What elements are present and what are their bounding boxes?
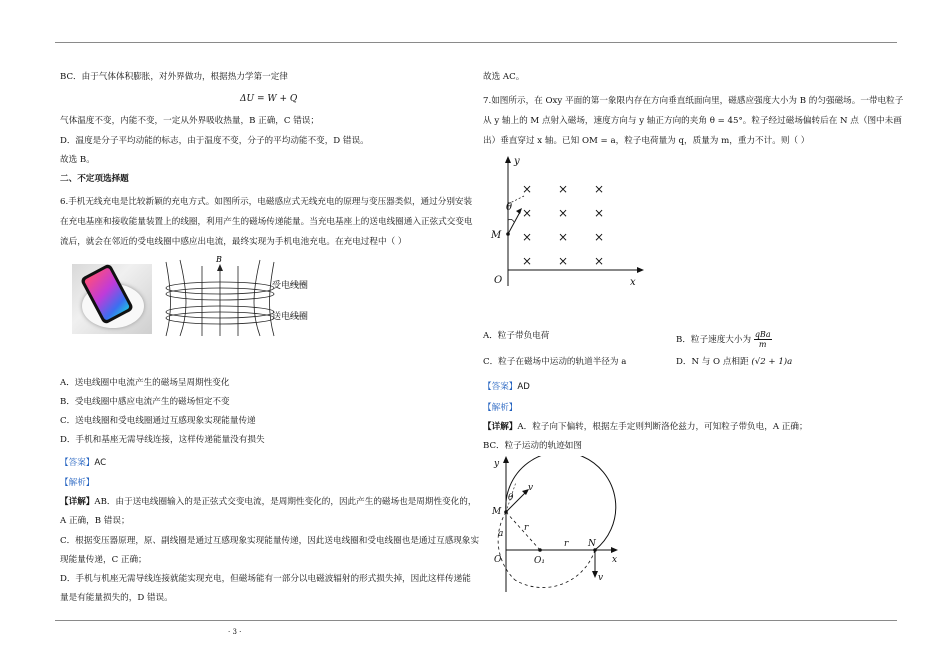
answer-value: AC [94,458,107,468]
cross-10: × [522,254,533,268]
fig2-n-label: N [588,539,596,549]
wireless-charger-photo [72,264,152,334]
bc-line: BC．由于气体体积膨胀，对外界做功，根据热力学第一定律 [60,72,288,82]
q7-detail-line [483,421,808,433]
q6-stem-line-3: 流后，就会在邻近的受电线圈中感应出电流，最终实现为手机电池充电。在充电过程中（ ） [60,237,407,247]
q7-stem-line-1: 7.如图所示，在 Oxy 平面的第一象限内存在方向垂直纸面向里，磁感应强度大小为 B 的匀强磁场。一带电粒子 [483,96,904,106]
q6-analysis-tag: 【解析】 [60,478,95,488]
choose-ac: 故选 AC。 [483,72,525,82]
fig1-theta-label: θ [506,202,513,213]
fig1-o-label: O [494,275,503,286]
cross-4: × [522,206,533,220]
q6-detail-line-1 [60,496,476,508]
cross-2: × [558,182,569,196]
page-number: · 3 · [228,628,242,636]
q6-option-c: C．送电线圈和受电线圈通过互感现象实现能量传递 [60,416,256,426]
fig2-v-label-top: v [528,483,534,493]
q6-stem-line-2: 在充电基座和接收能量装置上的线圈，利用产生的磁场传递能量。当充电基座上的送电线圈通入正弦式交变电 [60,217,473,227]
fig2-o-label: O [494,555,502,565]
detail-text: A．粒子向下偏转，根据左手定则判断洛伦兹力，可知粒子带负电，A 正确； [517,422,808,432]
detail-text: AB．由于送电线圈输入的是正弦式交变电流，是周期性变化的，因此产生的磁场也是周期性变化的， [94,497,477,507]
q7-trajectory-diagram [484,456,634,596]
cross-1: × [522,182,533,196]
cross-9: × [594,230,605,244]
cross-12: × [594,254,605,268]
choose-b: 故选 B。 [60,155,95,165]
q6-option-d: D．手机和基座无需导线连接，这样传递能量没有损失 [60,435,265,445]
q7-field-diagram [486,154,646,288]
cross-8: × [558,230,569,244]
q7-bc-line: BC．粒子运动的轨迹如图 [483,441,582,451]
fig2-x-label: x [612,555,618,565]
q6-detail-line-6: 量是有能量损失的，D 错误。 [60,593,173,603]
q7-analysis-tag: 【解析】 [483,403,518,413]
fig2-m-label: M [492,507,502,517]
q7-option-b [676,330,772,349]
q6-detail-line-4: 现能量传递，C 正确； [60,555,147,565]
q6-option-b: B．受电线圈中感应电流产生的磁场恒定不变 [60,397,230,407]
fraction-denominator: m [758,340,767,349]
q7-option-a: A．粒子带负电荷 [483,331,550,341]
detail-tag: 【详解】 [60,497,95,507]
cross-7: × [522,230,533,244]
option-b-fraction [754,330,772,349]
fig2-o1-label: O₁ [534,556,545,566]
option-b-prefix: B．粒子速度大小为 [676,335,752,345]
cross-3: × [594,182,605,196]
cross-11: × [558,254,569,268]
bottom-rule [55,620,897,621]
q6-detail-line-5: D．手机与机座无需导线连接就能实现充电，但磁场能有一部分以电磁波辐射的形式损失掉，因此这样传递能 [60,574,471,584]
fig1-x-label: x [630,277,636,288]
b-field-label: B [216,255,222,264]
d-line: D．温度是分子平均动能的标志，由于温度不变，分子的平均动能不变，D 错误。 [60,136,369,146]
cross-6: × [594,206,605,220]
detail-tag: 【详解】 [483,422,518,432]
q7-stem-line-2: 从 y 轴上的 M 点射入磁场，速度方向与 y 轴正方向的夹角 θ = 45°。粒子经过磁场偏转后在 N 点（图中未画 [483,116,902,126]
fig2-theta-label: θ [508,493,514,503]
fraction-numerator: qBa [754,330,771,339]
q7-answer [483,381,530,393]
answer-value: AD [517,382,530,392]
q7-option-d [676,356,792,368]
fig2-r-label-2: r [564,539,569,549]
q7-option-c: C．粒子在磁场中运动的轨道半径为 a [483,357,627,367]
q6-stem-line-1: 6.手机无线充电是比较新颖的充电方式。如图所示，电磁感应式无线充电的原理与变压器类似，通过分别安装 [60,197,473,207]
first-law-formula: ΔU = W + Q [240,94,298,104]
fig2-v-label-bottom: v [598,573,604,583]
cross-5: × [558,206,569,220]
fig2-a-label: a [498,529,504,539]
fig1-y-label: y [514,156,520,167]
q6-option-a: A．送电线圈中电流产生的磁场呈周期性变化 [60,378,230,388]
option-d-value: (√2 + 1)a [751,357,793,367]
section-title: 二、不定项选择题 [60,174,129,184]
fig2-y-label: y [494,459,500,469]
q6-detail-line-2: A 正确，B 错误； [60,516,130,526]
coil-diagram [158,254,318,338]
answer-tag: 【答案】 [60,458,95,468]
option-d-prefix: D．N 与 O 点相距 [676,357,749,367]
q6-answer [60,457,106,469]
send-coil-label: 送电线圈 [272,312,309,322]
fig2-r-label-1: r [524,523,529,533]
receive-coil-label: 受电线圈 [272,281,309,291]
q6-detail-line-3: C．根据变压器原理，原、副线圈是通过互感现象实现能量传递，因此送电线圈和受电线圈也是通过互感现象实 [60,536,480,546]
gas-temp-line: 气体温度不变，内能不变，一定从外界吸收热量，B 正确，C 错误； [60,116,319,126]
answer-tag: 【答案】 [483,382,518,392]
top-rule [55,42,897,43]
fig1-m-label: M [491,230,502,241]
q7-stem-line-3: 出）垂直穿过 x 轴。已知 OM = a，粒子电荷量为 q，质量为 m，重力不计。则（ ） [483,136,810,146]
